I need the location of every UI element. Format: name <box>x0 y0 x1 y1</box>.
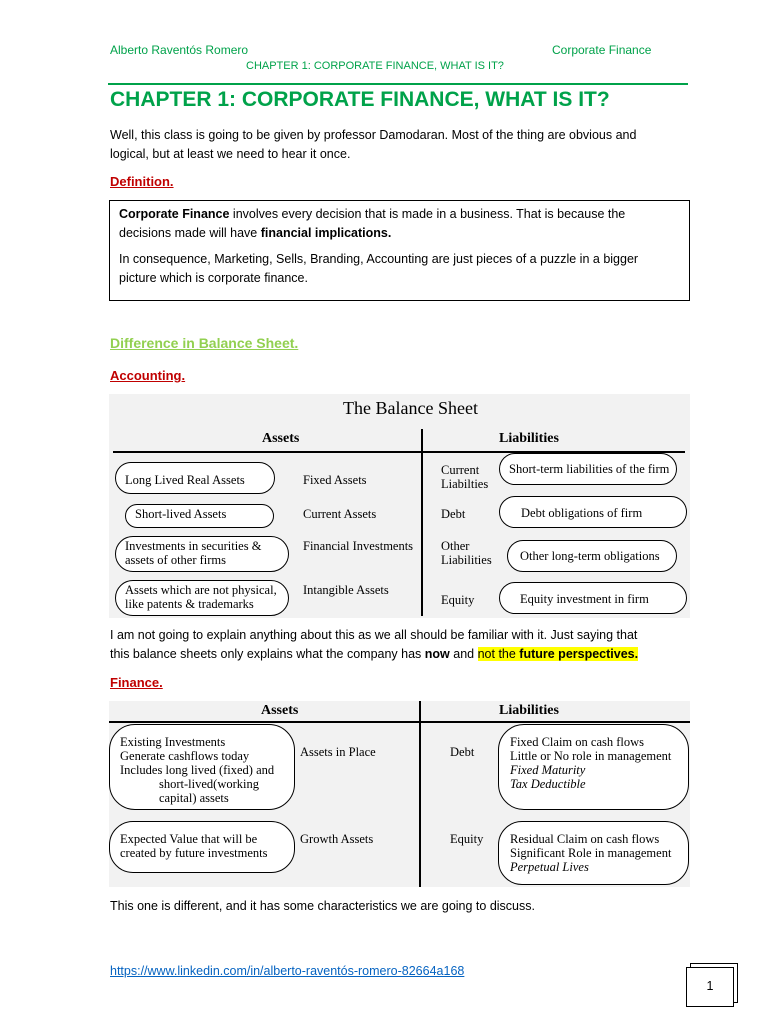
bold-term: now <box>424 647 450 661</box>
pill-text: Generate cashflows today <box>120 749 250 763</box>
label-fixed-assets: Fixed Assets <box>303 473 367 487</box>
label-current: Current <box>441 463 480 477</box>
accounting-heading: Accounting. <box>110 368 186 383</box>
header-author: Alberto Raventós Romero <box>110 43 249 57</box>
label-intangible-assets: Intangible Assets <box>303 583 389 597</box>
definition-text-1 <box>119 205 625 243</box>
pill-text: Equity investment in firm <box>520 592 649 606</box>
header-course: Corporate Finance <box>552 43 652 57</box>
text-run: In consequence, Marketing, Sells, Branding, Accounting are just pieces of a puzzle in a bigger <box>119 252 639 266</box>
pill-text: created by future investments <box>120 846 268 860</box>
text-run: this balance sheets only explains what the company has <box>110 647 425 661</box>
liabilities-header: Liabilities <box>499 431 559 446</box>
pill-text: Debt obligations of firm <box>521 506 643 520</box>
pill-text: Perpetual Lives <box>510 860 589 874</box>
pill-text: Investments in securities & <box>125 539 262 553</box>
text-run: and <box>449 647 478 661</box>
definition-text-2 <box>119 250 638 288</box>
label-debt: Debt <box>441 507 466 521</box>
header-chapter: CHAPTER 1: CORPORATE FINANCE, WHAT IS IT? <box>246 60 504 72</box>
intro-paragraph <box>110 126 636 164</box>
page-number: 1 <box>706 979 714 993</box>
label-equity: Equity <box>441 593 475 607</box>
pill-text: Other long-term obligations <box>520 549 660 563</box>
finance-balance-sheet-figure <box>109 701 690 887</box>
label-growth-assets: Growth Assets <box>300 832 374 846</box>
assets-header: Assets <box>262 431 300 446</box>
pill-text: short-lived(working <box>159 777 259 791</box>
label-liabilties: Liabilties <box>441 477 489 491</box>
pill-text: Expected Value that will be <box>120 832 258 846</box>
pill-text: Long Lived Real Assets <box>125 473 245 487</box>
finance-heading: Finance. <box>110 675 163 690</box>
pill-text: Assets which are not physical, <box>125 583 277 597</box>
pill-text: Residual Claim on cash flows <box>510 832 660 846</box>
label-other: Other <box>441 539 470 553</box>
label-assets-in-place: Assets in Place <box>300 745 376 759</box>
text-run: decisions made will have <box>119 226 261 240</box>
pill-text: Fixed Claim on cash flows <box>510 735 645 749</box>
pill-text: Tax Deductible <box>510 777 586 791</box>
pill-text: Short-lived Assets <box>135 507 227 521</box>
definition-heading: Definition. <box>110 174 174 189</box>
balance-heading: Difference in Balance Sheet. <box>110 335 299 351</box>
figure-h-rule <box>109 721 690 723</box>
bold-term: financial implications. <box>260 226 392 240</box>
figure-v-rule <box>421 429 423 616</box>
accounting-balance-sheet-figure <box>109 394 690 618</box>
pill-text: capital) assets <box>159 791 229 805</box>
label-debt: Debt <box>450 745 475 759</box>
text-run: involves every decision that is made in a business. That is because the <box>229 207 626 221</box>
pill-text: Short-term liabilities of the firm <box>509 462 670 476</box>
figure-v-rule <box>419 701 421 887</box>
intro-line: Well, this class is going to be given by professor Damodaran. Most of the thing are obvious and <box>110 128 637 142</box>
bold-term: Corporate Finance <box>119 207 230 221</box>
highlight-bold: future perspectives. <box>519 647 639 661</box>
label-financial-investments: Financial Investments <box>303 539 414 553</box>
text-run: picture which is corporate finance. <box>119 271 308 285</box>
pill-text: Little or No role in management <box>510 749 672 763</box>
closing-paragraph: This one is different, and it has some characteristics we are going to discuss. <box>110 899 535 913</box>
label-equity: Equity <box>450 832 484 846</box>
pill-text: Significant Role in management <box>510 846 672 860</box>
label-liabilities: Liabilities <box>441 553 492 567</box>
text-run: I am not going to explain anything about this as we all should be familiar with it. Just saying that <box>110 628 638 642</box>
accounting-note <box>110 626 638 664</box>
intro-line: logical, but at least we need to hear it once. <box>110 147 351 161</box>
footer-linkedin-link[interactable]: https://www.linkedin.com/in/alberto-raventós-romero-82664a168 <box>110 964 465 978</box>
highlight-text: not the <box>477 647 520 661</box>
assets-header: Assets <box>261 703 299 718</box>
header-divider <box>108 83 688 85</box>
pill-text: like patents & trademarks <box>125 597 254 611</box>
pill-text: Includes long lived (fixed) and <box>120 763 275 777</box>
figure-title: The Balance Sheet <box>343 398 478 418</box>
definition-box <box>109 200 690 301</box>
label-current-assets: Current Assets <box>303 507 377 521</box>
pill-text: Fixed Maturity <box>510 763 586 777</box>
liabilities-header: Liabilities <box>499 703 559 718</box>
page-title: CHAPTER 1: CORPORATE FINANCE, WHAT IS IT? <box>110 88 610 111</box>
pill-text: Existing Investments <box>120 735 226 749</box>
pill-text: assets of other firms <box>125 553 227 567</box>
